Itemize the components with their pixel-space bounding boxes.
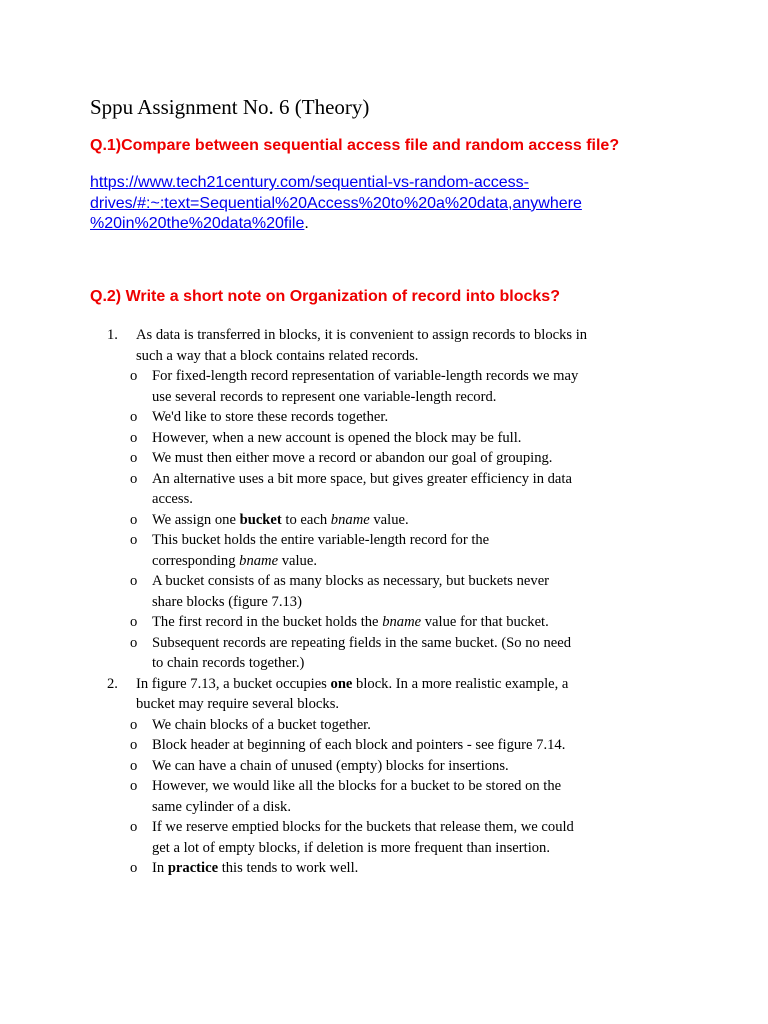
question-1: Q.1)Compare between sequential access file and random access file? — [90, 137, 620, 154]
list-item-text: such a way that a block contains related records. — [136, 347, 419, 364]
reference-link-line-1[interactable]: https://www.tech21century.com/sequential-vs-random-access- — [90, 174, 529, 191]
sub-item-text: We assign one bucket to each bname value. — [152, 511, 409, 528]
italic-term: bname — [239, 552, 279, 569]
sub-item-text: We must then either move a record or abandon our goal of grouping. — [152, 450, 553, 466]
reference-link-line-2[interactable]: drives/#:~:text=Sequential%20Access%20to%20a%20data,anywhere — [90, 194, 582, 212]
sub-item-text: corresponding bname value. — [152, 552, 317, 569]
sub-item — [107, 817, 687, 858]
sub-item — [107, 735, 687, 756]
sub-item-text: This bucket holds the entire variable-length record for the — [152, 532, 490, 548]
bullet-glyph: o — [130, 429, 138, 446]
sub-item-text: In practice this tends to work well. — [152, 860, 359, 876]
sub-item-text: use several records to represent one variable-length record. — [152, 388, 497, 405]
sub-item-text: However, we would like all the blocks for a bucket to be stored on the — [152, 778, 562, 794]
bullet-glyph: o — [130, 573, 138, 589]
sub-item-text: access. — [152, 491, 193, 507]
bullet-glyph: o — [130, 614, 138, 630]
bullet-glyph: o — [130, 470, 138, 487]
sub-item-text: to chain records together.) — [152, 655, 305, 671]
bullet-glyph: o — [130, 716, 138, 733]
bullet-glyph: o — [130, 511, 138, 528]
reference-link-line-3[interactable]: %20in%20the%20data%20file — [90, 215, 305, 232]
list-item-text: As data is transferred in blocks, it is convenient to assign records to blocks in — [136, 327, 588, 343]
link-period: . — [304, 215, 309, 232]
bullet-glyph: o — [130, 450, 138, 466]
list-number: 2. — [107, 675, 118, 692]
sub-item — [107, 428, 687, 449]
bullet-glyph: o — [130, 409, 138, 425]
sub-item-text: same cylinder of a disk. — [152, 798, 292, 815]
sub-item — [107, 756, 687, 777]
sub-item — [107, 776, 687, 817]
sub-item — [107, 530, 687, 571]
sub-item-text: An alternative uses a bit more space, but gives greater efficiency in data — [152, 470, 572, 487]
sub-item — [107, 510, 687, 531]
sub-item-text: get a lot of empty blocks, if deletion is more frequent than insertion. — [152, 839, 550, 856]
sub-item — [107, 469, 687, 510]
bold-term: one — [330, 675, 353, 692]
bullet-glyph: o — [130, 634, 138, 651]
sub-item — [107, 612, 687, 633]
sub-item-text: However, when a new account is opened the block may be full. — [152, 429, 522, 446]
bold-term: practice — [167, 860, 219, 876]
italic-term: bname — [330, 511, 370, 528]
sub-item-text: For fixed-length record representation of variable-length records we may — [152, 368, 579, 384]
bullet-glyph: o — [130, 778, 138, 794]
sub-item — [107, 448, 687, 469]
sub-item-text: We'd like to store these records together. — [152, 409, 389, 425]
sub-item — [107, 633, 687, 674]
bullet-glyph: o — [130, 532, 138, 548]
bullet-glyph: o — [130, 819, 138, 835]
list-item-text: In figure 7.13, a bucket occupies one block. In a more realistic example, a — [136, 675, 569, 692]
bullet-glyph: o — [130, 757, 138, 774]
answer-list — [107, 325, 687, 879]
sub-item-text: We chain blocks of a bucket together. — [152, 716, 371, 733]
sub-item — [107, 858, 687, 879]
sub-item-text: We can have a chain of unused (empty) blocks for insertions. — [152, 757, 509, 774]
bullet-glyph: o — [130, 737, 138, 753]
sub-item — [107, 715, 687, 736]
list-item-text: bucket may require several blocks. — [136, 696, 340, 712]
italic-term: bname — [382, 614, 422, 630]
list-item-2 — [107, 674, 687, 879]
sub-item — [107, 571, 687, 612]
sub-item — [107, 407, 687, 428]
list-item-1 — [107, 325, 687, 674]
page-title: Sppu Assignment No. 6 (Theory) — [90, 95, 370, 119]
list-number: 1. — [107, 327, 118, 343]
sub-item-text: The first record in the bucket holds the bname value for that bucket. — [152, 614, 549, 630]
sub-item-text: share blocks (figure 7.13) — [152, 593, 302, 610]
question-2: Q.2) Write a short note on Organization of record into blocks? — [90, 288, 560, 305]
bullet-glyph: o — [130, 368, 138, 384]
sub-item — [107, 366, 687, 407]
sub-item-text: A bucket consists of as many blocks as necessary, but buckets never — [152, 573, 550, 589]
sub-item-text: Block header at beginning of each block and pointers - see figure 7.14. — [152, 737, 566, 753]
bullet-glyph: o — [130, 860, 138, 876]
sub-item-text: Subsequent records are repeating fields in the same bucket. (So no need — [152, 634, 572, 651]
reference-link-block — [90, 173, 650, 235]
sub-item-text: If we reserve emptied blocks for the buckets that release them, we could — [152, 819, 574, 835]
bold-term: bucket — [239, 511, 282, 528]
